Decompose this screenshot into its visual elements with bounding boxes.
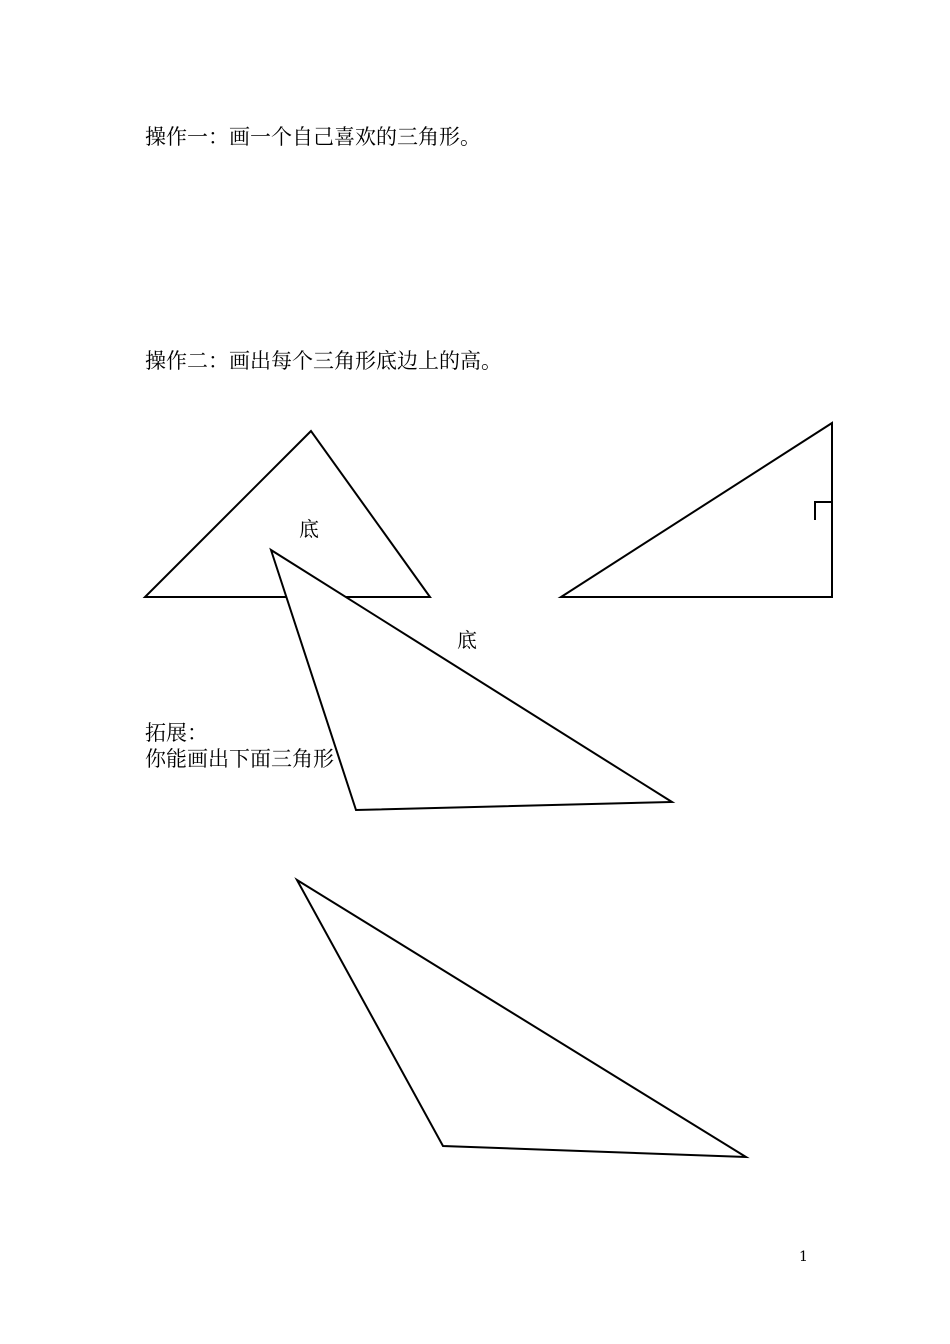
extension-title: 拓展： (145, 721, 208, 745)
task-one-instruction: 操作一：画一个自己喜欢的三角形。 (145, 125, 481, 149)
base-label-second: 底 (457, 628, 477, 652)
page-number: 1 (799, 1249, 808, 1265)
extension-question: 你能画出下面三角形 (145, 747, 334, 771)
task-two-instruction: 操作二：画出每个三角形底边上的高。 (145, 349, 502, 373)
base-label-first: 底 (299, 517, 319, 541)
